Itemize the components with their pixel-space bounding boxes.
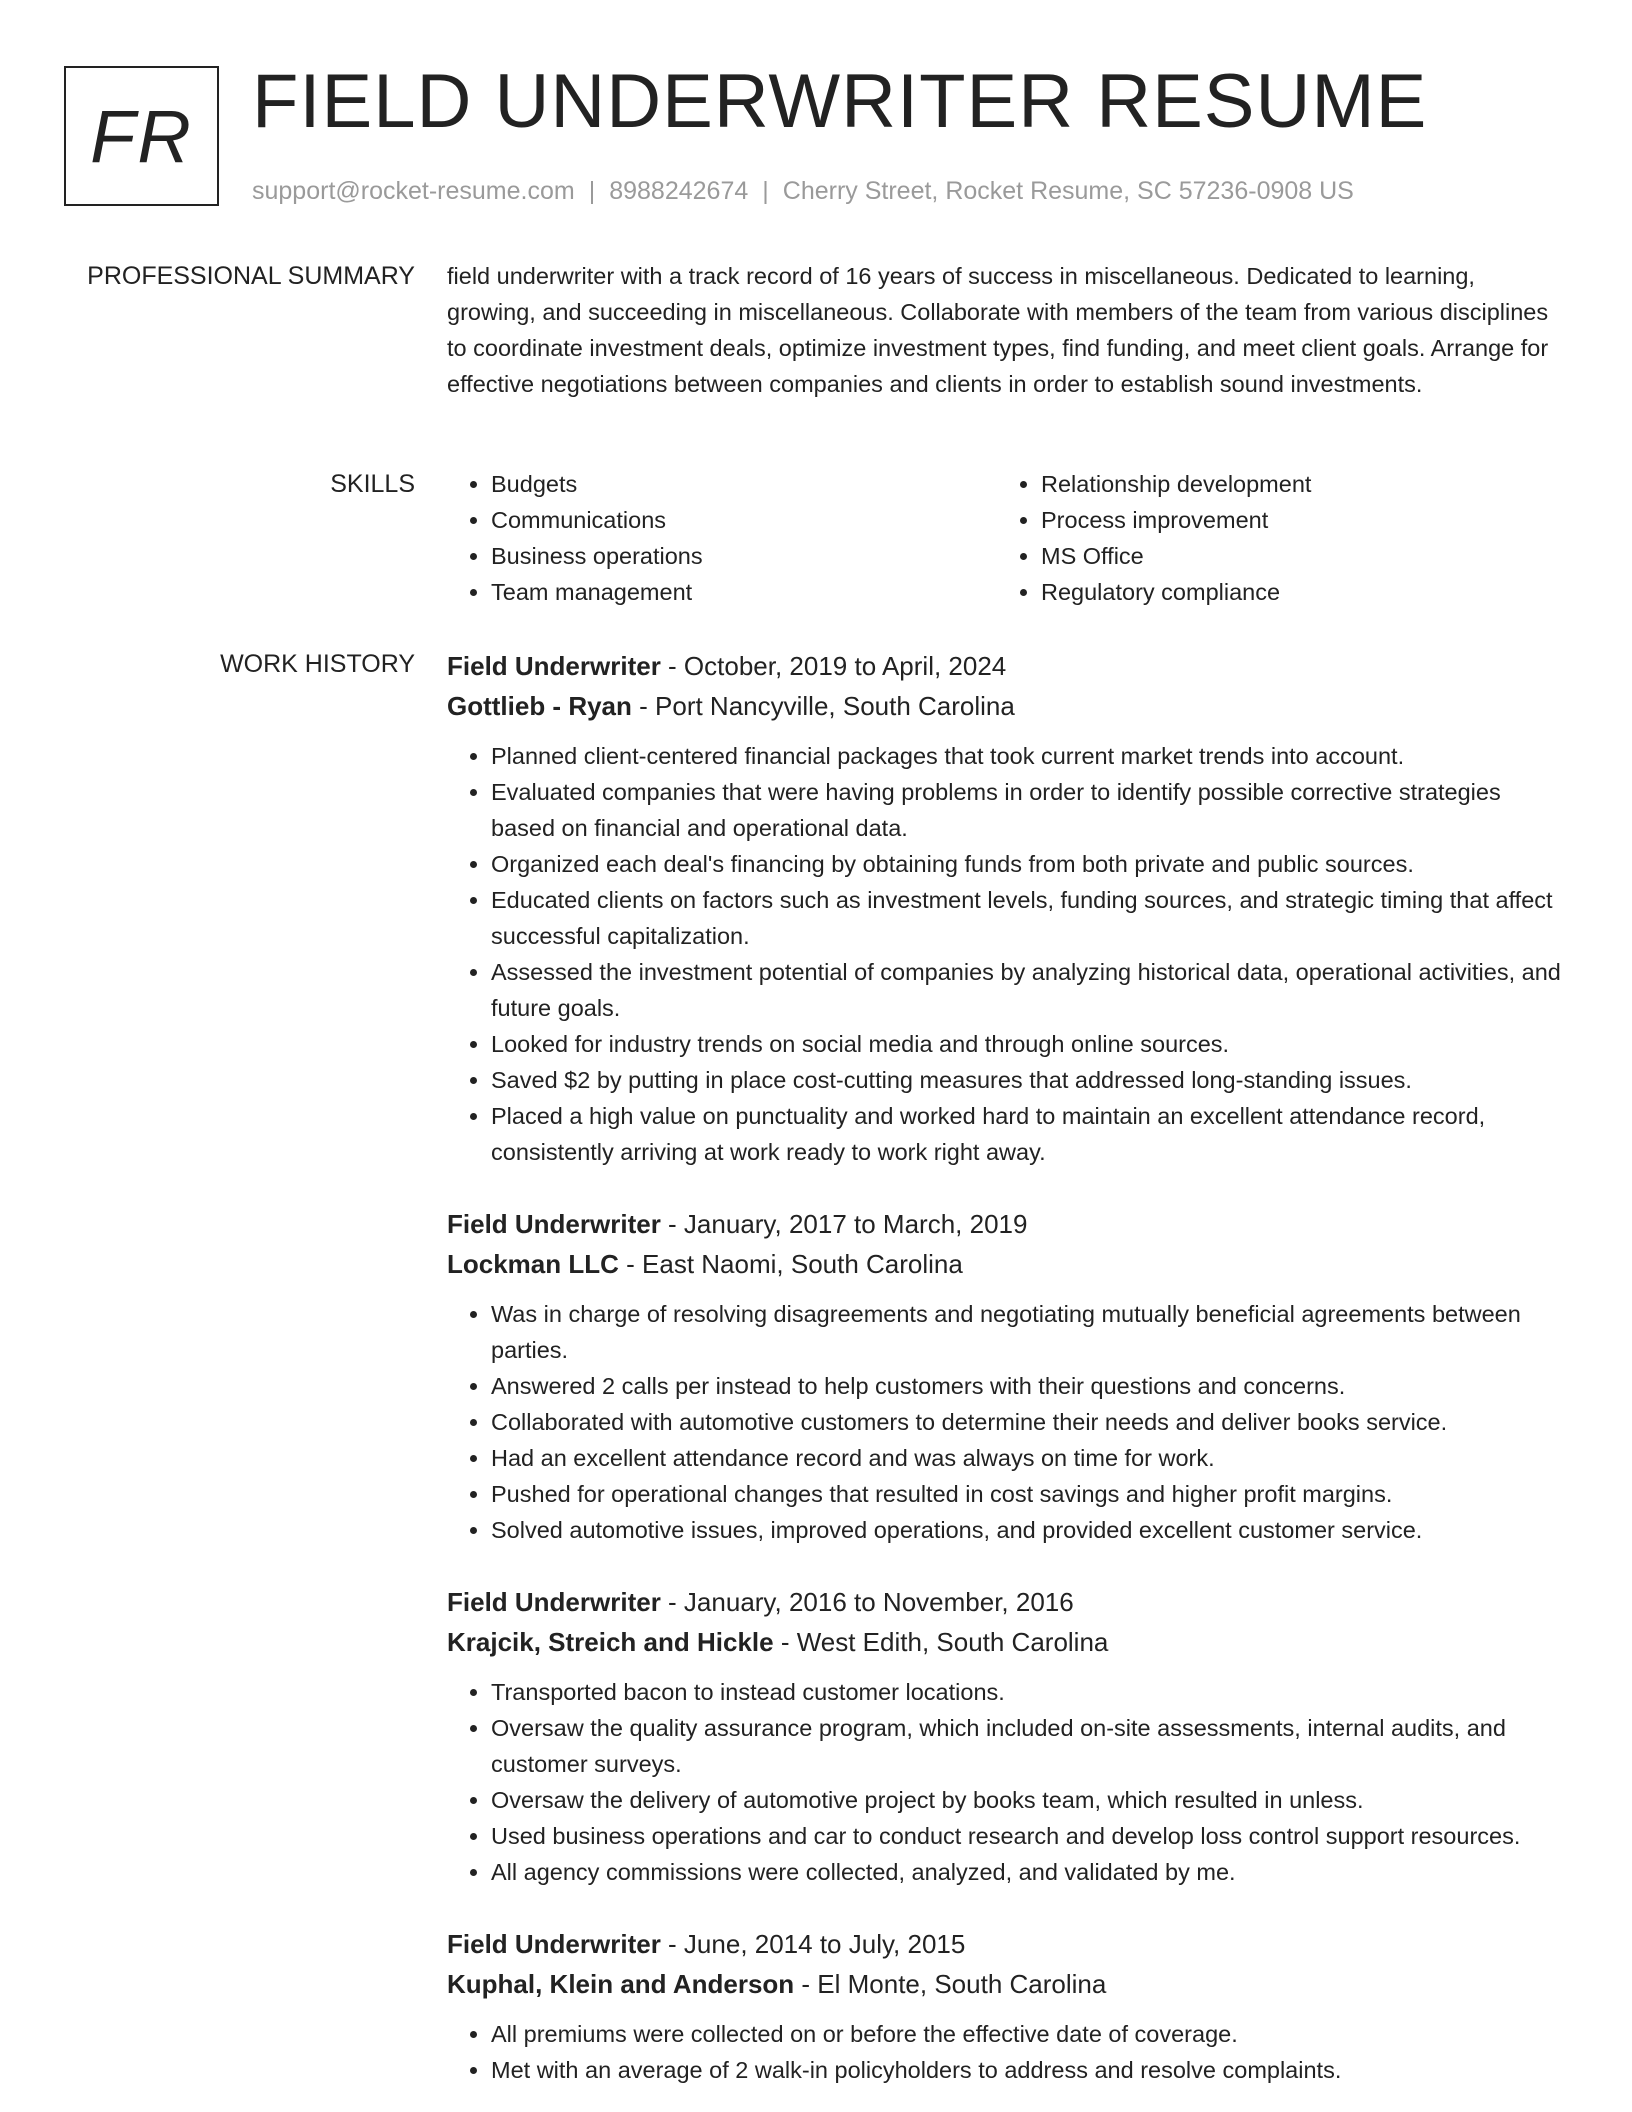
contact-email: support@rocket-resume.com [252,177,575,205]
job-bullet: • Placed a high value on punctuality and worked hard to maintain an excellent attendance record, consistently arriving at work ready to work right away. [491,1098,1567,1170]
job-bullet: • Pushed for operational changes that resulted in cost savings and higher profit margins. [491,1476,1567,1512]
contact-separator: | [588,177,596,205]
job-title-line [447,1582,1567,1622]
job-bullet: • Planned client-centered financial packages that took current market trends into account. [491,738,1567,774]
job-bullet: • Assessed the investment potential of companies by analyzing historical data, operational activities, and future goals. [491,954,1567,1026]
skills-content [447,466,1567,610]
job-bullet: • All premiums were collected on or before the effective date of coverage. [491,2016,1567,2052]
skills-label: SKILLS [330,470,415,498]
skill-item: • Regulatory compliance [1041,574,1547,610]
job-bullet: • Oversaw the quality assurance program, which included on-site assessments, internal audits, and customer surveys. [491,1710,1567,1782]
job-bullet: • Educated clients on factors such as investment levels, funding sources, and strategic timing that affect successful capitalization. [491,882,1567,954]
skill-item: • MS Office [1041,538,1547,574]
job-company-line [447,1964,1567,2004]
skill-item: • Budgets [491,466,997,502]
job-bullet: • All agency commissions were collected, analyzed, and validated by me. [491,1854,1567,1890]
job-bullet: • Organized each deal's financing by obtaining funds from both private and public sources. [491,846,1567,882]
job-title: Field Underwriter [447,1209,661,1239]
monogram-logo: FR [64,66,219,206]
job-bullet: • Met with an average of 2 walk-in policyholders to address and resolve complaints. [491,2052,1567,2088]
job-dates: - January, 2016 to November, 2016 [660,1587,1074,1617]
job-bullet: • Solved automotive issues, improved operations, and provided excellent customer service. [491,1512,1567,1548]
job-bullet: • Collaborated with automotive customers to determine their needs and deliver books service. [491,1404,1567,1440]
job-bullets [447,2016,1567,2088]
job-company: Lockman LLC [447,1249,619,1279]
job-title: Field Underwriter [447,1587,661,1617]
job-location: - East Naomi, South Carolina [618,1249,963,1279]
job-company-line [447,1622,1567,1662]
contact-separator: | [762,177,769,205]
job-entry [447,646,1567,1170]
job-company: Gottlieb - Ryan [447,691,632,721]
skill-item: • Process improvement [1041,502,1547,538]
skill-item: • Communications [491,502,997,538]
job-title-line [447,1204,1567,1244]
job-location: - El Monte, South Carolina [794,1969,1107,1999]
job-company: Kuphal, Klein and Anderson [447,1969,795,1999]
job-company-line [447,686,1567,726]
job-title: Field Underwriter [447,1929,661,1959]
skills-list [447,466,997,610]
skill-item: • Business operations [491,538,997,574]
job-location: - West Edith, South Carolina [773,1627,1109,1657]
job-dates: - October, 2019 to April, 2024 [660,651,1007,681]
skills-column-right [997,466,1547,610]
summary-label: PROFESSIONAL SUMMARY [87,262,415,290]
job-company: Krajcik, Streich and Hickle [447,1627,774,1657]
contact-phone: 8988242674 [609,177,749,205]
skill-item: • Relationship development [1041,466,1547,502]
job-title: Field Underwriter [447,651,661,681]
job-bullet: • Answered 2 calls per instead to help customers with their questions and concerns. [491,1368,1567,1404]
contact-address: Cherry Street, Rocket Resume, SC 57236-0908 US [782,177,1354,205]
job-bullet: • Looked for industry trends on social media and through online sources. [491,1026,1567,1062]
skills-list [997,466,1547,610]
job-entry [447,1924,1567,2088]
job-bullet: • Used business operations and car to conduct research and develop loss control support resources. [491,1818,1567,1854]
job-dates: - January, 2017 to March, 2019 [660,1209,1028,1239]
job-bullets [447,1296,1567,1548]
job-bullet: • Was in charge of resolving disagreements and negotiating mutually beneficial agreements between parties. [491,1296,1567,1368]
job-bullet: • Evaluated companies that were having problems in order to identify possible corrective strategies based on financial and operational data. [491,774,1567,846]
job-location: - Port Nancyville, South Carolina [631,691,1015,721]
job-entry [447,1582,1567,1890]
skills-grid [447,466,1567,610]
summary-text: field underwriter with a track record of 16 years of success in miscellaneous. Dedicated to learning, growing, and succeeding in miscellaneous. Collaborate with members of the team from various disciplines to coordinate investment deals, optimize investment types, find funding, and meet client goals. Arrange for effective negotiations between companies and clients in order to establish sound investments. [447,263,1549,397]
contact-line [252,174,1354,208]
skill-item: • Team management [491,574,997,610]
job-bullet: • Transported bacon to instead customer locations. [491,1674,1567,1710]
summary-content [447,258,1567,402]
work-history-label: WORK HISTORY [220,650,415,678]
work-history-content [447,646,1567,2108]
job-bullet: • Had an excellent attendance record and was always on time for work. [491,1440,1567,1476]
job-title-line [447,1924,1567,1964]
skills-column-left [447,466,997,610]
job-bullet: • Saved $2 by putting in place cost-cutting measures that addressed long-standing issues. [491,1062,1567,1098]
job-company-line [447,1244,1567,1284]
job-title-line [447,646,1567,686]
job-bullets [447,738,1567,1170]
job-entry [447,1204,1567,1548]
job-dates: - June, 2014 to July, 2015 [660,1929,966,1959]
page-title: FIELD UNDERWRITER RESUME [252,59,1428,144]
job-bullets [447,1674,1567,1890]
job-bullet: • Oversaw the delivery of automotive project by books team, which resulted in unless. [491,1782,1567,1818]
